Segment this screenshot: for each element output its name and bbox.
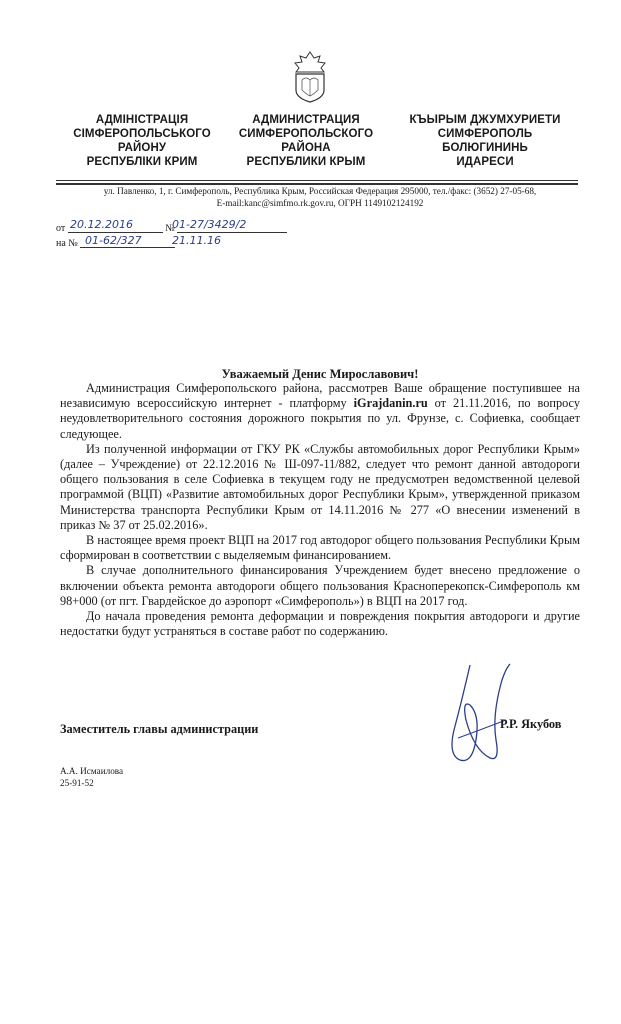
header-line: КЪЫРЫМ ДЖУМХУРИЕТИ [409, 114, 561, 126]
header-line: РАЙОНА [281, 142, 331, 154]
header-line: БОЛЮГИНИНЬ [442, 142, 528, 154]
header-divider-thick [56, 183, 578, 185]
handwritten-incoming-number: 01-62/327 [85, 234, 142, 247]
header-line: РЕСПУБЛІКИ КРИМ [86, 156, 198, 168]
signer-position: Заместитель главы администрации [60, 722, 259, 736]
header-line: РАЙОНУ [117, 142, 167, 154]
signer-name: Р.Р. Якубов [500, 717, 562, 731]
paragraph: До начала проведения ремонта деформации и повреждения покрытия автодороги и другие недостатки будут устраняться в составе работ по содержанию. [60, 609, 580, 639]
letter-body [60, 381, 580, 639]
executor-phone: 25-91-52 [60, 778, 94, 788]
salutation: Уважаемый Денис Мирославович! [221, 367, 419, 381]
paragraph: В настоящее время проект ВЦП на 2017 год автодорог общего пользования Республики Крым сформирован в соответствии с выделяемым финансированием. [60, 533, 580, 563]
header-divider [56, 180, 578, 181]
header-line: АДМИНИСТРАЦИЯ [252, 114, 360, 126]
paragraph: В случае дополнительного финансирования Учреждением будет внесено предложение о включении объекта ремонта автодороги общего пользования Красноперекопск-Симферополь км 98+000 (от пгт. Гвардейское до аэропорт «Симферополь») в ВЦП на 2017 год. [60, 563, 580, 608]
header-line: СИМФЕРОПОЛЬ [437, 128, 533, 140]
header-crimean-tatar [392, 113, 578, 169]
ref-to-label: на № [56, 238, 78, 249]
header-russian [222, 113, 390, 169]
header-line: АДМІНІСТРАЦІЯ [95, 114, 189, 126]
header-ukrainian [52, 113, 232, 169]
header-line: СИМФЕРОПОЛЬСКОГО [238, 128, 374, 140]
address-line: ул. Павленко, 1, г. Симферополь, Республика Крым, Российская Федерация 295000, тел./факс: (3652) 27-05-68, [103, 186, 537, 196]
ref-from-label: от [56, 223, 66, 234]
executor-info [60, 765, 123, 789]
header-line: ИДАРЕСИ [456, 156, 514, 168]
header-line: СІМФЕРОПОЛЬСЬКОГО [73, 128, 211, 140]
platform-name: iGrajdanin.ru [353, 396, 428, 411]
coat-of-arms-icon [290, 50, 330, 104]
handwritten-number: 01-27/3429/2 [172, 218, 247, 231]
paragraph: Из полученной информации от ГКУ РК «Службы автомобильных дорог Республики Крым» (далее – Учреждение) от 22.12.2016 № Ш-097-11/882, следует что ремонт данной автодороги общего пользования в селе Софиевка в текущем году не предусмотрен ведомственной целевой программой (ВЦП) «Развитие автомобильных дорог Республики Крым», утвержденной приказом Министерства транспорта Республики Крым от 14.11.2016 № 277 «О внесении изменений в приказ № 37 от 25.02.2016». [60, 441, 580, 532]
handwritten-signature [440, 660, 520, 770]
handwritten-incoming-date: 21.11.16 [172, 234, 221, 247]
executor-name: А.А. Исмаилова [60, 766, 124, 776]
paragraph: Администрация Симферопольского района, рассмотрев Ваше обращение поступившее на независимую всероссийскую интернет - платформу iGrajdanin.ru от 21.11.2016, по вопросу неудовлетворительного состояния дорожного покрытия по ул. Фрунзе, с. Софиевка, сообщает следующее. [60, 381, 580, 441]
ref-number-label: № [165, 223, 175, 234]
contact-line: E-mail:kanc@simfmo.rk.gov.ru, ОГРН 1149102124192 [216, 198, 424, 208]
handwritten-date: 20.12.2016 [70, 218, 133, 231]
header-line: РЕСПУБЛИКИ КРЫМ [246, 156, 366, 168]
